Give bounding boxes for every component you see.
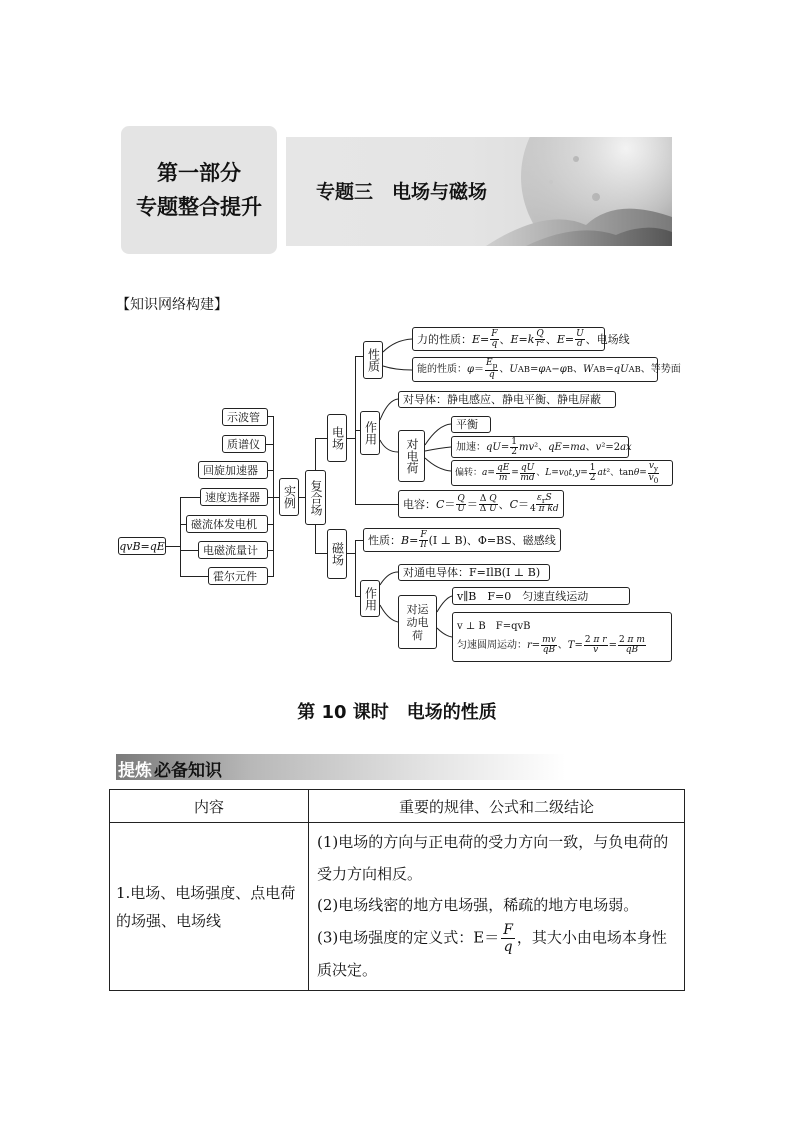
m-perpendicular: v ⊥ B F=qvB 匀速圆周运动： r = $\frac{mv}{qB}$ 、 T = $\frac{\text{2 π r}}{v}$ = $\frac{\text{2 π m}}{qB}$ — [452, 612, 672, 662]
example-velocity-selector: 速度选择器 — [200, 488, 268, 506]
m-parallel: v∥B F=0 匀速直线运动 — [452, 587, 630, 605]
e-acceleration-label: 加速： — [456, 441, 486, 453]
header-content: 内容 — [110, 790, 309, 823]
network-heading: 【知识网络构建】 — [116, 297, 228, 313]
node-e-action: 作用 — [360, 411, 380, 455]
e-capacitance-label: 电容： — [403, 497, 436, 511]
topic-title: 专题三 电场与磁场 — [316, 181, 488, 203]
node-examples: 实例 — [279, 478, 299, 516]
e-on-conductor: 对导体：静电感应、静电平衡、静电屏蔽 — [398, 391, 616, 408]
node-magnetic-field: 磁场 — [327, 529, 347, 579]
section-title: 必备知识 — [154, 761, 222, 781]
node-composite-field: 复合场 — [305, 470, 326, 525]
row-rules — [309, 823, 685, 991]
m-property-prefix: 性质： — [368, 533, 401, 547]
field-definition-fraction: $\frac{F}{q}$ — [503, 921, 513, 955]
m-property-suffix: (I ⊥ B)、Φ=BS、磁感线 — [428, 533, 556, 547]
e-equilibrium: 平衡 — [451, 416, 491, 433]
part-line-2: 专题整合提升 — [136, 195, 262, 219]
example-mhd-generator: 磁流体发电机 — [186, 515, 268, 533]
example-mass-spectrometer: 质谱仪 — [222, 435, 266, 453]
e-capacitance: 电容： C ＝ $\frac{Q}{U}$ ＝ $\frac{\text{Δ Q}}{\text{Δ U}}$ 、 C ＝ $\frac{\varepsilon_rS}{\text{4 π kd}}$ — [398, 490, 564, 518]
node-electric-field: 电场 — [327, 414, 347, 462]
example-flowmeter: 电磁流量计 — [198, 541, 268, 559]
rule-line-3 — [317, 922, 678, 987]
m-on-conductor: 对通电导体：F=IlB(I ⊥ B) — [398, 564, 550, 581]
node-m-action: 作用 — [360, 580, 380, 617]
e-deflection: 偏转： a = $\frac{qE}{m}$ = $\frac{qU}{md}$ 、 L = v 0 t , y = $\frac{1}{2}$ at ²、tan θ = $\frac{v_y}{v_0}$ — [451, 460, 673, 486]
node-e-properties: 性质 — [363, 341, 383, 379]
e-force-prefix: 力的性质： — [417, 332, 472, 346]
rule-line-2: (2)电场线密的地方电场强，稀疏的地方电场弱。 — [317, 896, 639, 914]
e-energy-prefix: 能的性质： — [417, 364, 467, 375]
example-hall-element: 霍尔元件 — [208, 567, 268, 585]
table-header-row — [110, 790, 685, 823]
part-line-1: 第一部分 — [157, 161, 241, 185]
rule-line-1: (1)电场的方向与正电荷的受力方向一致，与负电荷的受力方向相反。 — [317, 833, 669, 883]
node-on-moving-charge: 对运动电荷 — [398, 595, 437, 649]
e-force-property: 力的性质： E = $\frac{F}{q}$ 、 E = k $\frac{Q}{\text{r²}}$ 、 E = $\frac{U}{d}$ 、电场线 — [412, 327, 605, 351]
m-perp-line: v ⊥ B F=qvB — [457, 620, 531, 632]
section-bar — [116, 754, 566, 780]
example-oscilloscope: 示波管 — [222, 408, 268, 426]
example-cyclotron: 回旋加速器 — [198, 461, 268, 479]
e-deflection-label: 偏转： — [455, 467, 483, 478]
e-energy-property: 能的性质： φ ＝ $\frac{E_p}{q}$ 、 U AB = φ A − φ B 、 W AB = qU AB 、等势面 — [412, 357, 658, 382]
lesson-title: 第 10 课时 电场的性质 — [297, 702, 497, 723]
node-on-charge: 对电荷 — [398, 430, 425, 482]
e-acceleration: 加速： qU = $\frac{1}{2}$ mv ²、 qE = ma 、 v ²=2 ax — [451, 436, 629, 458]
table-row — [110, 823, 685, 991]
rule-line-3-suffix: ，其大小由电场本身性质决定。 — [317, 928, 667, 979]
m-circle-label: 匀速圆周运动： — [457, 639, 527, 651]
header-rules: 重要的规律、公式和二级结论 — [309, 790, 685, 823]
root-formula: qvB=qE — [118, 537, 166, 555]
rule-line-3-prefix: (3)电场强度的定义式：E＝ — [317, 928, 500, 946]
m-property: 性质： B = $\frac{F}{Il}$ (I ⊥ B)、Φ=BS、磁感线 — [363, 528, 561, 552]
row-topic: 1.电场、电场强度、点电荷的场强、电场线 — [110, 823, 309, 991]
e-energy-suffix: 、等势面 — [640, 364, 681, 375]
rules-table — [109, 789, 685, 991]
e-force-suffix: 、电场线 — [585, 332, 630, 346]
section-tag: 提炼 — [118, 761, 152, 781]
